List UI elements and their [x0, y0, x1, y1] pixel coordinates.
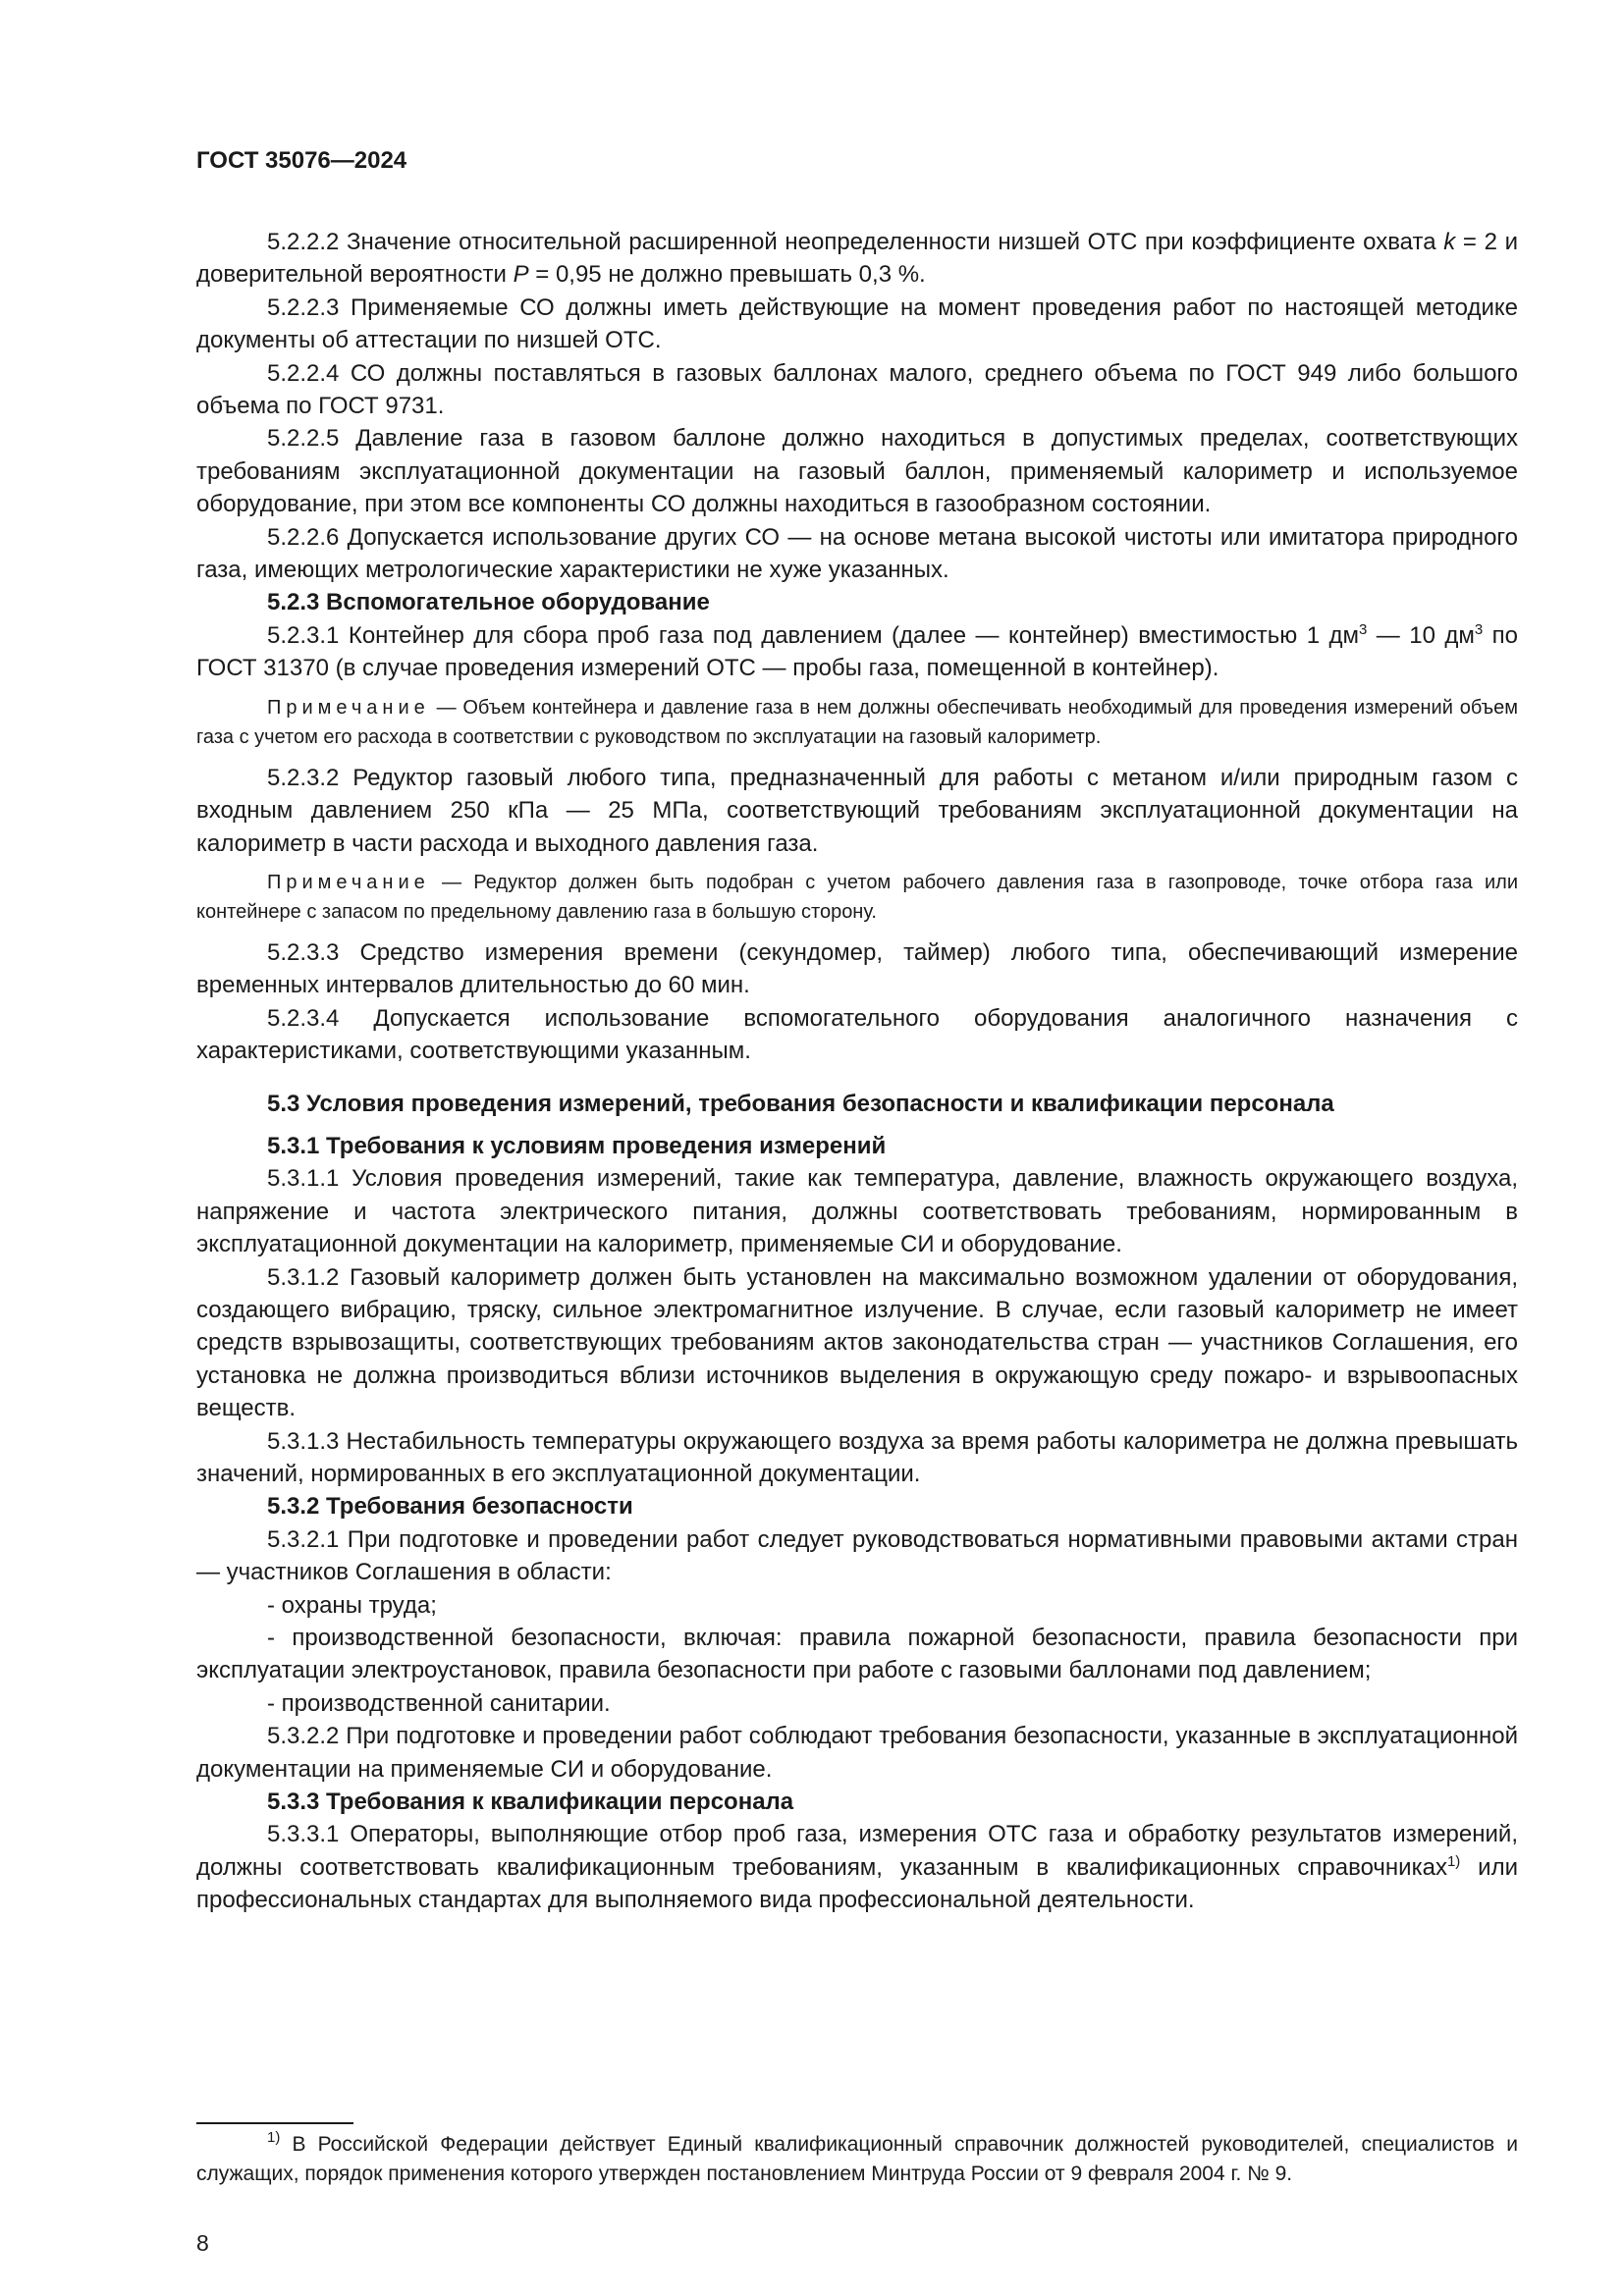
list-item: - охраны труда; — [267, 1591, 437, 1619]
footnote-ref[interactable]: 1) — [1446, 1852, 1461, 1870]
heading-5-3: 5.3 Условия проведения измерений, требования безопасности и квалификации персонала — [267, 1090, 1334, 1117]
paragraph-5-2-3-2: 5.2.3.2 Редуктор газовый любого типа, предназначенный для работы с метаном и/или природным газом с входным давлением 250 кПа — 25 МПа, соответствующий требованиям эксплуатационной документации на калориметр в части расхода и выходного давления газа. — [196, 764, 1518, 857]
document-body — [196, 226, 1518, 1917]
paragraph-5-2-3-4: 5.2.3.4 Допускается использование вспомогательного оборудования аналогичного назначения с характеристиками, соответствующими указанным. — [196, 1004, 1518, 1065]
paragraph-5-3-1-1: 5.3.1.1 Условия проведения измерений, такие как температура, давление, влажность окружающего воздуха, напряжение и частота электрического питания, должны соответствовать требованиям, нормированным в эксплуатационной документации на калориметр, применяемые СИ и оборудование. — [196, 1165, 1518, 1258]
heading-5-3-3: 5.3.3 Требования к квалификации персонала — [267, 1789, 794, 1816]
footnote: $^{1)}$ В Российской Федерации действует Единый квалификационный справочник должностей руководителей, специалистов и служащих, порядок применения которого утвержден постановлением Минтруда России от 9 февраля 2004 г. № 9. — [196, 2129, 1518, 2185]
paragraph-5-2-2-6: 5.2.2.6 Допускается использование других СО — на основе метана высокой чистоты или имитатора природного газа, имеющих метрологические характеристики не хуже указанных. — [196, 523, 1518, 584]
paragraph-5-2-3-3: 5.2.3.3 Средство измерения времени (секундомер, таймер) любого типа, обеспечивающий измерение временных интервалов длительностью до 60 мин. — [196, 938, 1518, 999]
paragraph-5-3-2-2: 5.3.2.2 При подготовке и проведении работ соблюдают требования безопасности, указанные в эксплуатационной документации на применяемые СИ и оборудование. — [196, 1723, 1518, 1783]
paragraph-5-2-2-4: 5.2.2.4 СО должны поставляться в газовых баллонах малого, среднего объема по ГОСТ 949 либо большого объема по ГОСТ 9731. — [196, 359, 1518, 420]
paragraph-5-2-2-2: 5.2.2.2 Значение относительной расширенной неопределенности низшей ОТС при коэффициенте охвата k = 2 и доверительной вероятности P = 0,95 не должно превышать 0,3 %. — [196, 229, 1518, 289]
paragraph-5-3-1-3: 5.3.1.3 Нестабильность температуры окружающего воздуха за время работы калориметра не должна превышать значений, нормированных в его эксплуатационной документации. — [196, 1427, 1518, 1487]
paragraph-5-2-2-5: 5.2.2.5 Давление газа в газовом баллоне должно находиться в допустимых пределах, соответствующих требованиям эксплуатационной документации на газовый баллон, применяемый калориметр и используемое оборудование, при этом все компоненты СО должны находиться в газообразном состоянии. — [196, 425, 1518, 518]
heading-5-2-3: 5.2.3 Вспомогательное оборудование — [267, 589, 710, 616]
list-item: - производственной безопасности, включая: правила пожарной безопасности, правила безопасности при эксплуатации электроустановок, правила безопасности при работе с газовыми баллонами под давлением; — [196, 1625, 1518, 1684]
paragraph-5-3-2-1: 5.3.2.1 При подготовке и проведении работ следует руководствоваться нормативными правовыми актами стран — участников Соглашения в области: — [196, 1525, 1518, 1586]
document-header: ГОСТ 35076—2024 — [196, 147, 407, 174]
paragraph-5-2-3-1: 5.2.3.1 Контейнер для сбора проб газа под давлением (далее — контейнер) вместимостью 1 $дм^3$ — 10 $дм^3$ по ГОСТ 31370 (в случае проведения измерений ОТС — пробы газа, помещенной в контейнер). — [196, 620, 1519, 682]
footnote-separator — [196, 2122, 353, 2124]
paragraph-5-3-1-2: 5.3.1.2 Газовый калориметр должен быть установлен на максимально возможном удалении от оборудования, создающего вибрацию, тряску, сильное электромагнитное излучение. В случае, если газовый калориметр не имеет средств взрывозащиты, соответствующих требованиям актов законодательства стран — участников Соглашения, его установка не должна производиться вблизи источников выделения в окружающую среду пожаро- и взрывоопасных веществ. — [196, 1263, 1518, 1422]
list-item: - производственной санитарии. — [267, 1689, 611, 1717]
note-container: Примечание — Объем контейнера и давление газа в нем должны обеспечивать необходимый для проведения измерений объем газа с учетом его расхода в соответствии с руководством по эксплуатации на газовый калориметр. — [196, 696, 1518, 748]
heading-5-3-1: 5.3.1 Требования к условиям проведения измерений — [267, 1132, 887, 1159]
paragraph-5-3-3-1: 5.3.3.1 Операторы, выполняющие отбор проб газа, измерения ОТС газа и обработку результатов измерений, должны соответствовать квалификационным требованиям, указанным в квалификационных справочниках$^{1)}$ или профессиональных стандартах для выполняемого вида профессиональной деятельности. — [196, 1821, 1518, 1914]
page-number: 8 — [196, 2230, 209, 2256]
heading-5-3-2: 5.3.2 Требования безопасности — [267, 1493, 633, 1521]
note-reducer: Примечание — Редуктор должен быть подобран с учетом рабочего давления газа в газопроводе, точке отбора газа или контейнере с запасом по предельному давлению газа в большую сторону. — [196, 871, 1518, 923]
paragraph-5-2-2-3: 5.2.2.3 Применяемые СО должны иметь действующие на момент проведения работ по настоящей методике документы об аттестации по низшей ОТС. — [196, 294, 1518, 354]
